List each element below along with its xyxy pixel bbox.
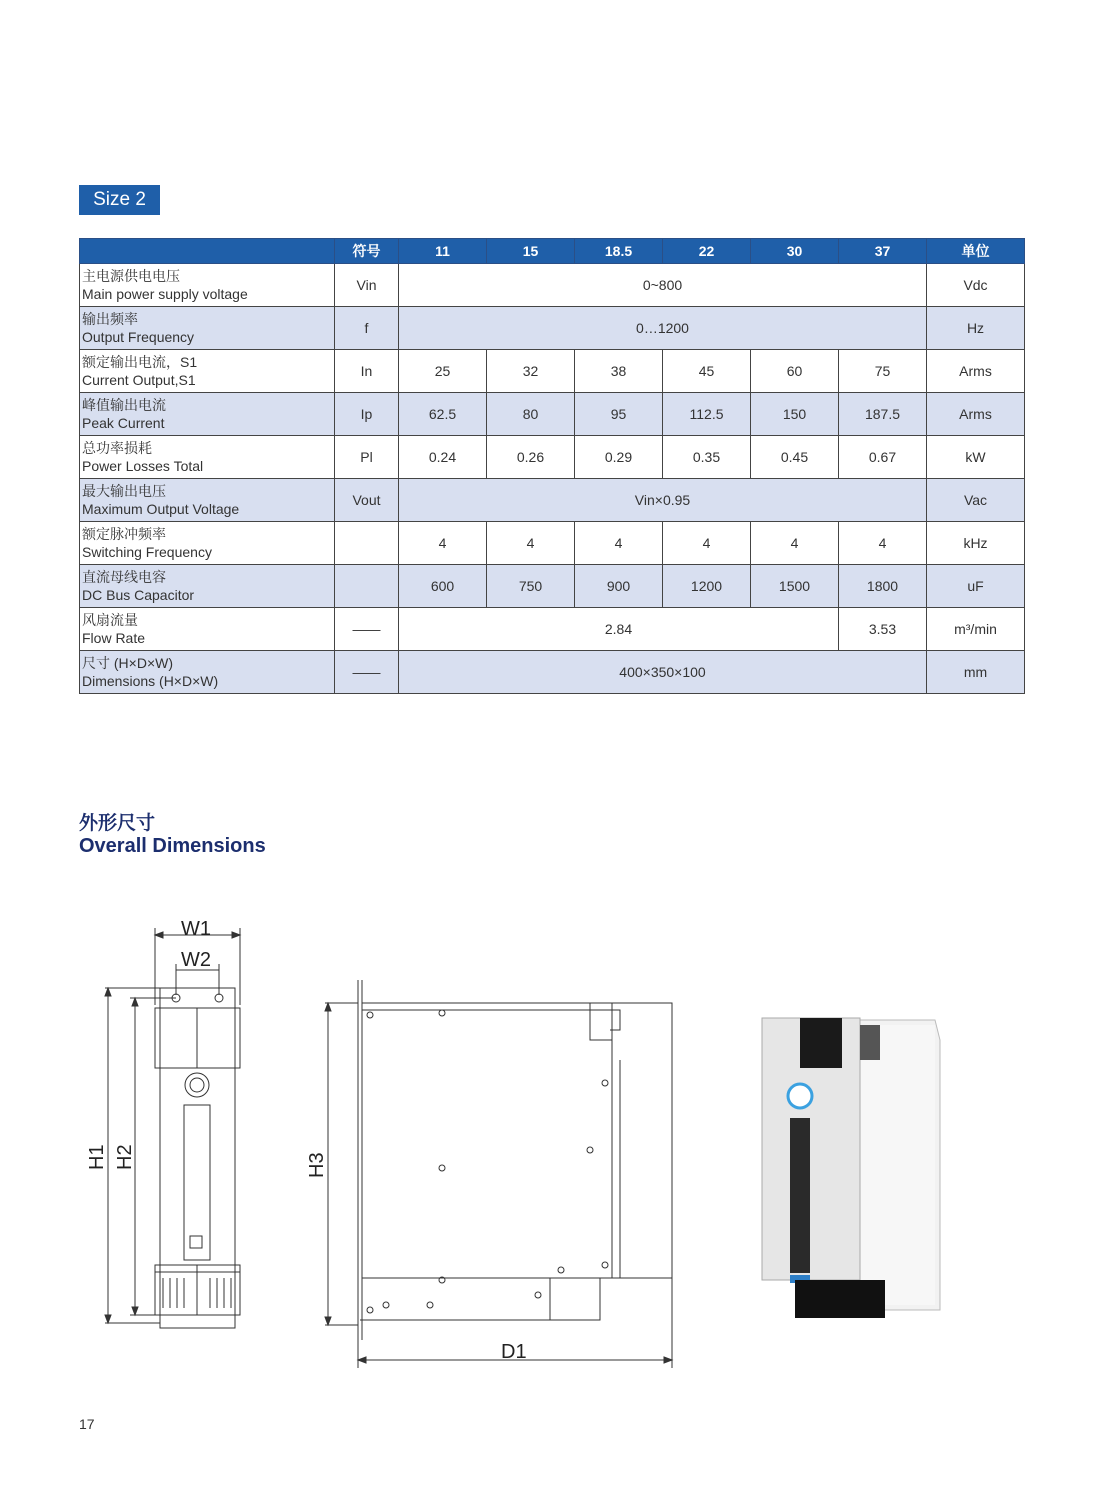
table-row bbox=[80, 436, 1025, 479]
section-title-cn: 外形尺寸 bbox=[79, 813, 156, 834]
value-cell: 25 bbox=[399, 350, 487, 393]
param-name: 额定脉冲频率 Switching Frequency bbox=[80, 522, 335, 565]
unit-cell: Arms bbox=[927, 393, 1025, 436]
table-row bbox=[80, 393, 1025, 436]
value-cell: 0.26 bbox=[487, 436, 575, 479]
table-row bbox=[80, 608, 1025, 651]
dimension-drawings bbox=[0, 880, 1102, 1380]
value-cell: 60 bbox=[751, 350, 839, 393]
header-cell: 符号 bbox=[335, 239, 399, 264]
value-cell: 1500 bbox=[751, 565, 839, 608]
param-name: 直流母线电容 DC Bus Capacitor bbox=[80, 565, 335, 608]
dim-w2-label: W2 bbox=[181, 949, 211, 971]
value-cell: 600 bbox=[399, 565, 487, 608]
front-view-drawing bbox=[105, 928, 240, 1328]
header-cell: 30 bbox=[751, 239, 839, 264]
symbol-cell: In bbox=[335, 350, 399, 393]
symbol-cell: Pl bbox=[335, 436, 399, 479]
value-cell: 112.5 bbox=[663, 393, 751, 436]
value-cell: 75 bbox=[839, 350, 927, 393]
value-cell: 0…1200 bbox=[399, 307, 927, 350]
header-cell bbox=[80, 239, 335, 264]
param-name: 额定输出电流，S1 Current Output,S1 bbox=[80, 350, 335, 393]
value-cell: 80 bbox=[487, 393, 575, 436]
table-row bbox=[80, 651, 1025, 694]
header-cell: 单位 bbox=[927, 239, 1025, 264]
value-cell: 1200 bbox=[663, 565, 751, 608]
header-cell: 22 bbox=[663, 239, 751, 264]
unit-cell: kW bbox=[927, 436, 1025, 479]
value-cell: 187.5 bbox=[839, 393, 927, 436]
value-cell: 32 bbox=[487, 350, 575, 393]
dim-h3-label: H3 bbox=[306, 1152, 328, 1178]
value-cell: 750 bbox=[487, 565, 575, 608]
unit-cell: Hz bbox=[927, 307, 1025, 350]
table-row bbox=[80, 350, 1025, 393]
unit-cell: mm bbox=[927, 651, 1025, 694]
value-cell: 4 bbox=[751, 522, 839, 565]
value-cell: 45 bbox=[663, 350, 751, 393]
value-cell: 4 bbox=[839, 522, 927, 565]
param-name: 主电源供电电压 Main power supply voltage bbox=[80, 264, 335, 307]
header-cell: 18.5 bbox=[575, 239, 663, 264]
symbol-cell: Vin bbox=[335, 264, 399, 307]
value-cell: 2.84 bbox=[399, 608, 839, 651]
unit-cell: m³/min bbox=[927, 608, 1025, 651]
table-row bbox=[80, 264, 1025, 307]
table-row bbox=[80, 522, 1025, 565]
size-badge: Size 2 bbox=[79, 185, 160, 215]
table-row bbox=[80, 307, 1025, 350]
product-render-image bbox=[762, 1018, 940, 1318]
dim-h1-label: H1 bbox=[86, 1144, 108, 1170]
param-name: 峰值输出电流 Peak Current bbox=[80, 393, 335, 436]
side-view-drawing bbox=[325, 980, 672, 1368]
param-name: 尺寸 (H×D×W) Dimensions (H×D×W) bbox=[80, 651, 335, 694]
table-row bbox=[80, 565, 1025, 608]
value-cell: 4 bbox=[575, 522, 663, 565]
symbol-cell: —— bbox=[335, 608, 399, 651]
value-cell: 4 bbox=[663, 522, 751, 565]
value-cell: 900 bbox=[575, 565, 663, 608]
symbol-cell: Ip bbox=[335, 393, 399, 436]
unit-cell: kHz bbox=[927, 522, 1025, 565]
value-cell: 0.35 bbox=[663, 436, 751, 479]
header-cell: 37 bbox=[839, 239, 927, 264]
value-cell: 4 bbox=[399, 522, 487, 565]
value-cell: 0.67 bbox=[839, 436, 927, 479]
value-cell: 1800 bbox=[839, 565, 927, 608]
value-cell: 95 bbox=[575, 393, 663, 436]
dim-d1-label: D1 bbox=[501, 1341, 527, 1363]
symbol-cell: Vout bbox=[335, 479, 399, 522]
value-cell: 0.24 bbox=[399, 436, 487, 479]
table-row bbox=[80, 479, 1025, 522]
unit-cell: Arms bbox=[927, 350, 1025, 393]
value-cell: 0.29 bbox=[575, 436, 663, 479]
value-cell: 38 bbox=[575, 350, 663, 393]
value-cell: 0~800 bbox=[399, 264, 927, 307]
value-cell: Vin×0.95 bbox=[399, 479, 927, 522]
symbol-cell bbox=[335, 522, 399, 565]
value-cell: 150 bbox=[751, 393, 839, 436]
unit-cell: uF bbox=[927, 565, 1025, 608]
unit-cell: Vac bbox=[927, 479, 1025, 522]
value-cell: 0.45 bbox=[751, 436, 839, 479]
table-header-row bbox=[80, 239, 1025, 264]
section-title-en: Overall Dimensions bbox=[79, 835, 266, 857]
symbol-cell: f bbox=[335, 307, 399, 350]
param-name: 输出频率 Output Frequency bbox=[80, 307, 335, 350]
page-number: 17 bbox=[79, 1416, 95, 1432]
param-name: 总功率损耗 Power Losses Total bbox=[80, 436, 335, 479]
header-cell: 11 bbox=[399, 239, 487, 264]
spec-table bbox=[79, 238, 1025, 694]
unit-cell: Vdc bbox=[927, 264, 1025, 307]
dim-w1-label: W1 bbox=[181, 918, 211, 940]
value-cell: 4 bbox=[487, 522, 575, 565]
symbol-cell: —— bbox=[335, 651, 399, 694]
param-name: 风扇流量 Flow Rate bbox=[80, 608, 335, 651]
value-cell: 400×350×100 bbox=[399, 651, 927, 694]
symbol-cell bbox=[335, 565, 399, 608]
dim-h2-label: H2 bbox=[114, 1144, 136, 1170]
header-cell: 15 bbox=[487, 239, 575, 264]
value-cell: 3.53 bbox=[839, 608, 927, 651]
value-cell: 62.5 bbox=[399, 393, 487, 436]
param-name: 最大输出电压 Maximum Output Voltage bbox=[80, 479, 335, 522]
